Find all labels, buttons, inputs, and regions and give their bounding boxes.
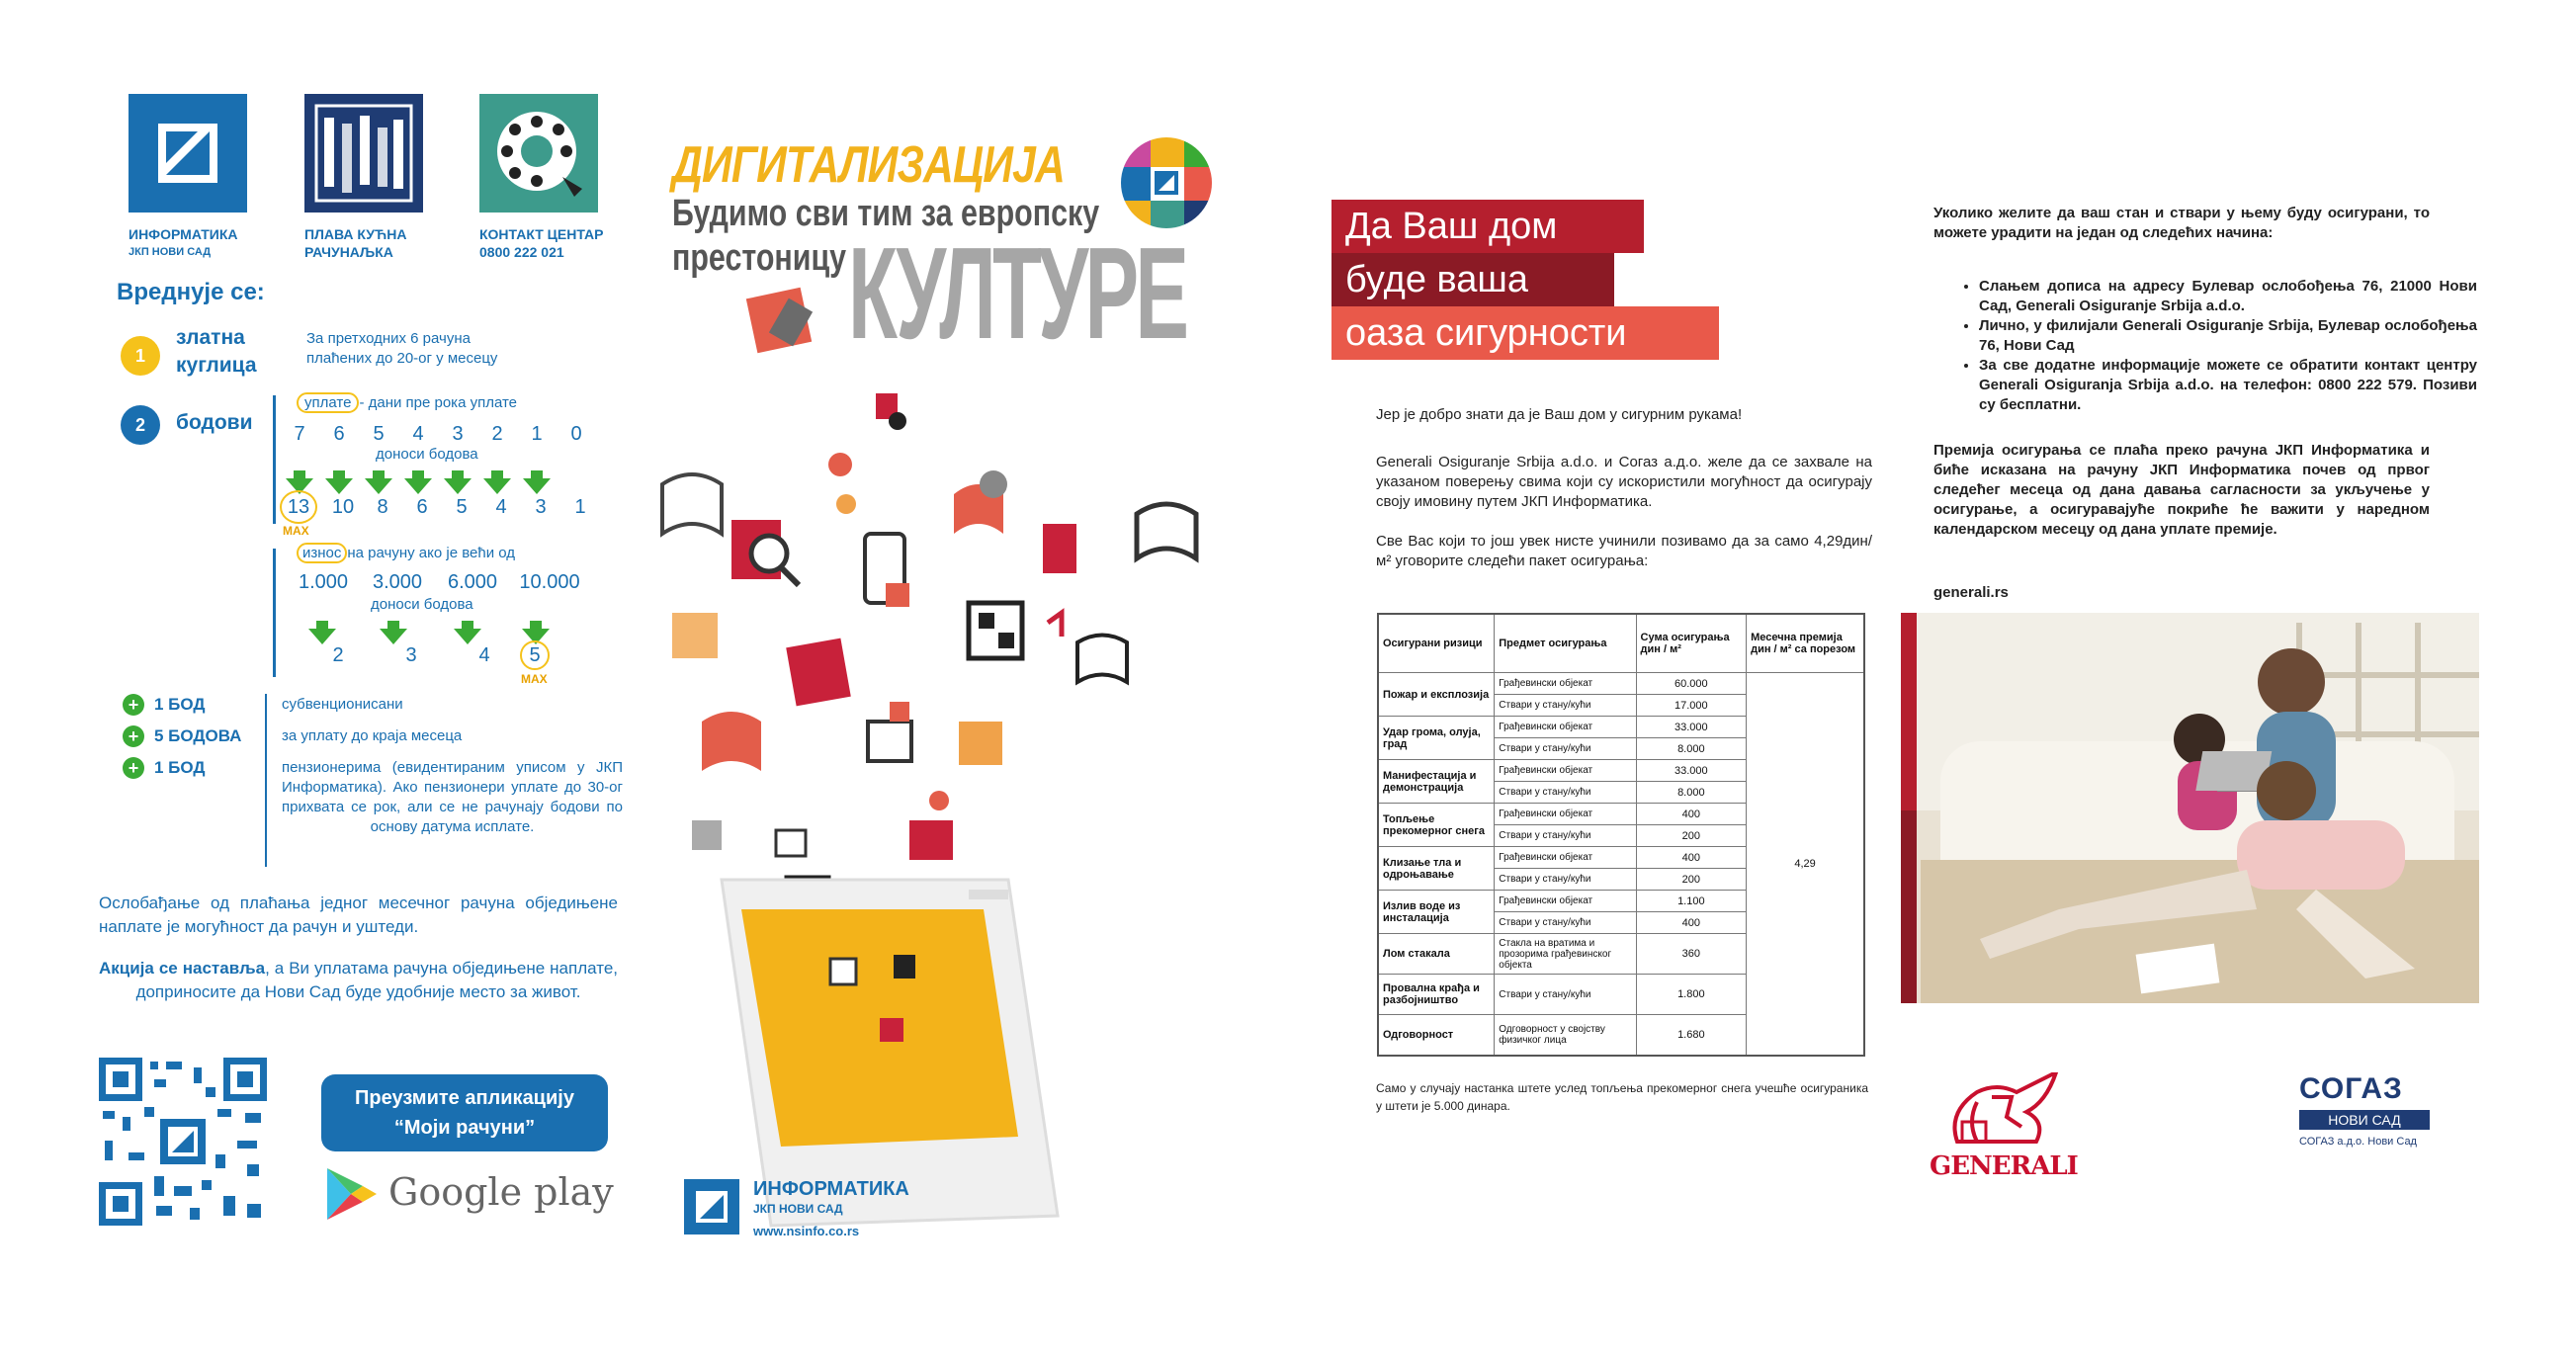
digitalization-title: ДИГИТАЛИЗАЦИЈА [672, 136, 1065, 194]
insurance-intro: Јер је добро знати да је Ваш дом у сигурним рукама! [1376, 406, 1743, 423]
risk-cell: Излив воде из инсталација [1378, 891, 1495, 934]
logo-caption-2: ПЛАВА КУЋНА РАЧУНАЉКА [304, 226, 407, 260]
sum-cell: 60.000 [1636, 673, 1747, 695]
list-item: • За све додатне информације можете се обратити контакт центру Generali Osiguranja Srbija a.d.o. на телефон: 0800 222 579. Позиви су бесплатни. [1979, 356, 2477, 415]
logo-caption-3: КОНТАКТ ЦЕНТАР 0800 222 021 [479, 226, 604, 260]
rotary-phone-icon [479, 94, 598, 213]
insurance-table [1377, 613, 1865, 1057]
item-2-badge: 2 [121, 405, 160, 445]
item-1-badge: 1 [121, 336, 160, 376]
sogaz-line: СОГАЗ а.д.о. Нови Сад [2299, 1136, 2417, 1148]
points-row: 13 10 8 6 5 4 3 1 [280, 490, 600, 524]
evaluation-heading: Вреднује се: [117, 279, 265, 305]
subject-cell: Ствари у стану/кући [1495, 738, 1636, 760]
headline-band-3: оаза сигурности [1331, 306, 1719, 360]
sum-cell: 400 [1636, 804, 1747, 825]
subject-cell: Грађевински објекат [1495, 673, 1636, 695]
subject-cell: Ствари у стану/кући [1495, 975, 1636, 1015]
google-play-label: Google play [388, 1170, 614, 1214]
sum-cell: 360 [1636, 934, 1747, 975]
list-item: • Лично, у филијали Generali Osiguranje Srbija, Булевар ослобођења 76, Нови Сад [1979, 316, 2477, 356]
subject-cell: Ствари у стану/кући [1495, 695, 1636, 717]
sum-cell: 1.100 [1636, 891, 1747, 912]
insurance-paragraph-2: Све Вас који то још увек нисте учинили позивамо да за само 4,29дин/м² уговорите следећи пакет осигурања: [1376, 533, 1872, 569]
plus-icon: + [123, 725, 144, 747]
how-to-insure-list [1933, 277, 2477, 415]
extra-2-label: 5 БОДОВА [154, 726, 242, 745]
lion-icon [1918, 1072, 2076, 1151]
sum-cell: 400 [1636, 912, 1747, 934]
days-row: 7 6 5 4 3 2 1 0 [294, 423, 582, 445]
sum-cell: 8.000 [1636, 782, 1747, 804]
table-footnote: Само у случају настанка штете услед топљења прекомерног снега учешће осигураника у штети је 5.000 динара. [1376, 1081, 1868, 1113]
plus-icon: + [123, 757, 144, 779]
extra-divider [265, 694, 267, 867]
uplate-line: уплате - дани пре рока уплате [297, 393, 517, 413]
abacus-logo [304, 94, 423, 213]
premium-text: Премија осигурања се плаћа преко рачуна ЈКП Информатика и биће исказана на рачуну ЈКП Информатика почев од првог следећег месеца од дана давања сагласности за укључење у осигурање, а осигуравајуће покриће ће важити у наредном календарском месецу од дана уплате премије. [1933, 442, 2430, 538]
culture-big: КУЛТУРЕ [848, 220, 1186, 366]
iznos-line: износ на рачуну ако је већи од [297, 544, 515, 563]
logo-caption-1: ИНФОРМАТИКА ЈКП НОВИ САД [129, 226, 238, 258]
sum-cell: 200 [1636, 825, 1747, 847]
family-on-sofa-image [1901, 613, 2479, 1003]
subject-cell: Ствари у стану/кући [1495, 869, 1636, 891]
risk-cell: Клизање тла и одроњавање [1378, 847, 1495, 891]
amount-points-row: 2 3 4 5 [302, 640, 550, 670]
headline-band-2: буде ваша [1331, 253, 1614, 306]
risk-cell: Провална крађа и разбојништво [1378, 975, 1495, 1015]
sum-cell: 33.000 [1636, 760, 1747, 782]
risk-cell: Манифестација и демонстрација [1378, 760, 1495, 804]
sogaz-logo [2299, 1072, 2430, 1148]
risk-cell: Одговорност [1378, 1015, 1495, 1057]
generali-website[interactable]: generali.rs [1933, 584, 2009, 601]
donosi-bodova-1: доноси бодова [376, 446, 478, 463]
sum-cell: 33.000 [1636, 717, 1747, 738]
table-body [1378, 673, 1864, 1057]
risk-cell: Лом стакала [1378, 934, 1495, 975]
subject-cell: Грађевински објекат [1495, 891, 1636, 912]
informatika-footer-logo [684, 1179, 739, 1234]
extra-3-desc: пензионерима (евидентираним уписом у ЈКП Информатика). Ако пензионери уплате до 30-ог прихвата се рок, али се не рачунају бодови по основу датума исплате. [282, 759, 623, 835]
qr-code-icon [99, 1058, 267, 1226]
informatika-logo-icon [129, 94, 247, 213]
item-2-divider-bottom [273, 549, 276, 677]
list-item: • Слањем дописа на адресу Булевар ослобођења 76, 21000 Нови Сад, Generali Osiguranje Srbija a.d.o. [1979, 277, 2477, 316]
google-play-icon [321, 1164, 381, 1224]
subject-cell: Одговорност у својству физичког лица [1495, 1015, 1636, 1057]
iznos-word: износ [297, 543, 347, 563]
subject-cell: Ствари у стану/кући [1495, 825, 1636, 847]
family-photo [1901, 613, 2479, 1003]
amounts-row: 1.000 3.000 6.000 10.000 [298, 571, 580, 593]
globe-icon [1117, 133, 1216, 232]
abacus-icon [304, 94, 423, 213]
contact-center-logo [479, 94, 598, 213]
extra-3-label: 1 БОД [154, 758, 206, 777]
item-2-label: бодови [176, 411, 253, 434]
globe-logo [1117, 133, 1216, 232]
paragraph-2: Акција се наставља, а Ви уплатама рачуна обједињене наплате, доприносите да Нови Сад буде удобније место за живот. [99, 959, 618, 1001]
generali-wordmark: GENERALI [1930, 1151, 2078, 1181]
table-row [1378, 673, 1864, 695]
sogaz-sub: НОВИ САД [2299, 1110, 2430, 1130]
sum-cell: 1.680 [1636, 1015, 1747, 1057]
subject-cell: Ствари у стану/кући [1495, 782, 1636, 804]
insurance-paragraph-1: Generali Osiguranje Srbija a.d.o. и Согаз а.д.о. желе да се захвале на указаном поверењу свима који су искористили могућност да осигурају своју имовину путем ЈКП Информатика. [1376, 454, 1872, 510]
generali-logo [1918, 1072, 2076, 1181]
premium-cell: 4,29 [1747, 673, 1864, 1057]
download-app-button[interactable]: Преузмите апликацију “Моји рачуни” [321, 1074, 608, 1151]
extra-1-label: 1 БОД [154, 695, 206, 714]
qr-code[interactable] [99, 1058, 267, 1226]
risk-cell: Пожар и експлозија [1378, 673, 1495, 717]
sum-cell: 400 [1636, 847, 1747, 869]
headline-band-1: Да Ваш дом [1331, 200, 1644, 253]
subtitle-line-2: престоницу [672, 237, 847, 279]
risk-cell: Топљење прекомерног снега [1378, 804, 1495, 847]
subject-cell: Грађевински објекат [1495, 804, 1636, 825]
donosi-bodova-2: доноси бодова [371, 596, 473, 613]
max-label-1: MAX [283, 524, 309, 538]
sum-cell: 1.800 [1636, 975, 1747, 1015]
subject-cell: Грађевински објекат [1495, 760, 1636, 782]
how-to-insure-intro: Уколико желите да ваш стан и ствари у њему буду осигурани, то можете урадити на један од следећих начина: [1933, 205, 2430, 241]
informatika-logo [129, 94, 247, 213]
subject-cell: Стакла на вратима и прозорима грађевинског објекта [1495, 934, 1636, 975]
informatika-footer-name: ИНФОРМАТИКА [753, 1178, 909, 1200]
sogaz-wordmark: СОГАЗ [2299, 1072, 2403, 1105]
subject-cell: Ствари у стану/кући [1495, 912, 1636, 934]
informatika-footer-sub: ЈКП НОВИ САД [753, 1202, 843, 1216]
max-label-2: MAX [521, 672, 548, 686]
item-2-divider-top [273, 395, 276, 524]
paragraph-1: Ослобађање од плаћања једног месечног рачуна обједињене наплате је могућност да рачун и уштеди. [99, 894, 618, 936]
informatika-url[interactable]: www.nsinfo.co.rs [753, 1224, 860, 1238]
extra-1-desc: субвенционисани [282, 696, 403, 713]
item-1-label: златна куглица [176, 326, 257, 377]
item-1-desc: За претходних 6 рачуна плаћених до 20-ог у месецу [306, 330, 498, 367]
subject-cell: Грађевински објекат [1495, 717, 1636, 738]
sum-cell: 8.000 [1636, 738, 1747, 760]
table-header-row: Осигурани ризици Предмет осигурања Сума осигурања дин / м² Месечна премија дин / м² са порезом [1378, 614, 1864, 673]
google-play-badge[interactable] [321, 1164, 618, 1224]
risk-cell: Удар грома, олуја, град [1378, 717, 1495, 760]
plus-icon: + [123, 694, 144, 716]
subject-cell: Грађевински објекат [1495, 847, 1636, 869]
sum-cell: 200 [1636, 869, 1747, 891]
informatika-logo-icon [684, 1179, 739, 1234]
subtitle-line-1: Будимо сви тим за европску [672, 193, 1100, 234]
extra-2-desc: за уплату до краја месеца [282, 727, 463, 744]
flying-icons-illustration [652, 287, 1245, 1255]
sum-cell: 17.000 [1636, 695, 1747, 717]
uplate-word: уплате [297, 392, 359, 413]
